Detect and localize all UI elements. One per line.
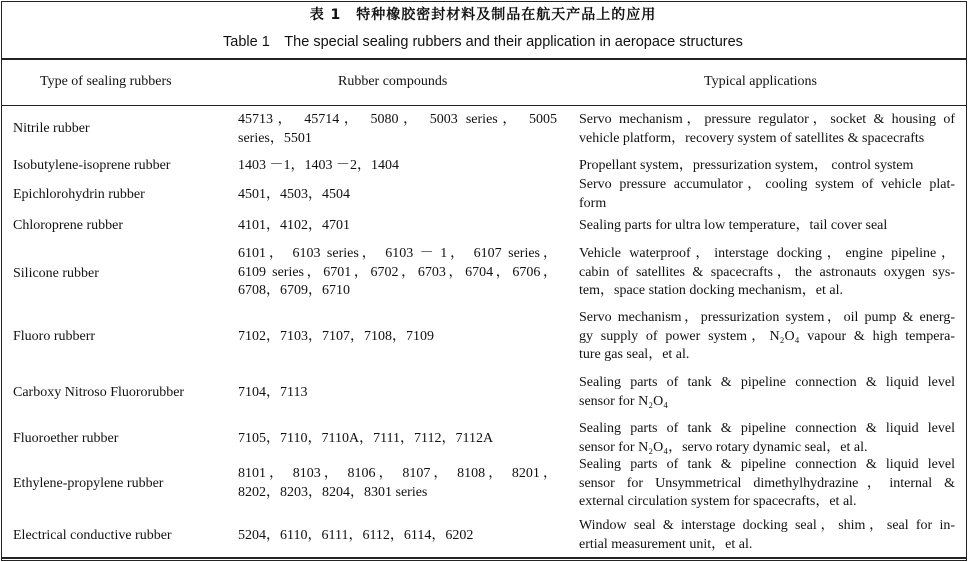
cell-compounds (238, 157, 557, 176)
cell-compounds-line: 45713， 45714， 5080， 5003 series， 5005 (238, 112, 557, 127)
cell-applications-line: external circulation system for spacecrafts，et al. (579, 494, 857, 509)
cell-applications-line: Sealing parts of tank & pipeline connection & liquid level (579, 457, 955, 472)
top-rule (2, 58, 966, 60)
cell-applications (579, 456, 955, 512)
cell-type: Epichlorohydrin rubber (13, 187, 145, 202)
caption-chinese: 表 1 特种橡胶密封材料及制品在航天产品上的应用 (309, 7, 657, 23)
bottom-rule (2, 557, 966, 559)
cell-applications-line: Servo mechanism，pressure regulator，socket & housing of (579, 112, 955, 127)
cell-compounds-line: 5204，6110，6111，6112，6114，6202 (238, 528, 474, 543)
cell-compounds (238, 186, 557, 205)
cell-type: Nitrile rubber (13, 121, 90, 136)
cell-compounds (238, 465, 557, 502)
cell-compounds-line: 4101，4102，4701 (238, 218, 350, 233)
cell-type: Ethylene-propylene rubber (13, 476, 164, 491)
cell-applications-line: ertial measurement unit，et al. (579, 536, 753, 552)
cell-applications-line: Sealing parts for ultra low temperature，tail cover seal (579, 218, 888, 233)
cell-compounds (238, 111, 557, 148)
cell-applications-line: Sealing parts of tank & pipeline connection & liquid level (579, 375, 955, 390)
header-type: Type of sealing rubbers (40, 74, 172, 89)
cell-applications-line: sensor for N₂O₄，servo rotary dynamic seal，et al. (579, 439, 868, 455)
cell-applications-line: Vehicle waterproof，interstage docking，engine pipeline， (579, 246, 955, 261)
cell-applications (579, 157, 955, 176)
cell-applications-line: Servo pressure accumulator，cooling system of vehicle plat- (579, 177, 955, 192)
cell-type: Silicone rubber (13, 266, 99, 281)
cell-applications-line: form (579, 195, 607, 211)
cell-applications-line: Sealing parts of tank & pipeline connection & liquid level (579, 421, 955, 436)
cell-compounds-line: series，5501 (238, 130, 312, 146)
cell-applications (579, 374, 955, 411)
cell-compounds (238, 430, 557, 449)
cell-applications (579, 217, 955, 236)
cell-applications-line: Servo mechanism，pressurization system，oil pump & energ- (579, 310, 955, 325)
caption-english: Table 1 The special sealing rubbers and their application in aeropace structures (223, 34, 743, 50)
cell-applications (579, 111, 955, 148)
cell-applications-line: vehicle platform，recovery system of satellites & spacecrafts (579, 130, 925, 146)
cell-compounds (238, 527, 557, 546)
cell-type: Fluoroether rubber (13, 431, 119, 446)
cell-compounds-line: 7104，7113 (238, 385, 308, 400)
cell-applications-line: Window seal & interstage docking seal，shim，seal for in- (579, 518, 955, 533)
cell-compounds-line: 8202，8203，8204，8301 series (238, 484, 428, 500)
cell-compounds (238, 217, 557, 236)
cell-compounds (238, 245, 557, 301)
cell-compounds (238, 328, 557, 347)
cell-applications (579, 245, 955, 301)
cell-compounds-line: 6708，6709，6710 (238, 283, 350, 298)
cell-compounds-line: 7102，7103，7107，7108，7109 (238, 329, 434, 344)
cell-applications-line: sensor for N₂O₄ (579, 393, 669, 409)
cell-type: Fluoro rubberr (13, 329, 96, 344)
cell-applications (579, 176, 955, 213)
cell-applications-line: sensor for Unsymmetrical dimethylhydrazine，internal & (579, 475, 955, 491)
cell-applications (579, 517, 955, 554)
cell-applications (579, 309, 955, 365)
cell-applications-line: cabin of satellites & spacecrafts，the astronauts oxygen sys- (579, 264, 955, 280)
cell-compounds-line: 1403 －1，1403 －2，1404 (238, 158, 399, 173)
cell-type: Carboxy Nitroso Fluororubber (13, 385, 185, 400)
cell-applications-line: gy supply of power system，N₂O₄ vapour & high tempera- (579, 328, 955, 344)
cell-applications (579, 420, 955, 457)
cell-compounds-line: 6101， 6103 series， 6103 － 1， 6107 series， (238, 246, 557, 261)
cell-type: Isobutylene-isoprene rubber (13, 158, 171, 173)
cell-applications-line: Propellant system，pressurization system， control system (579, 158, 914, 173)
header-applications: Typical applications (704, 74, 817, 89)
cell-compounds-line: 8101， 8103， 8106， 8107， 8108， 8201， (238, 466, 557, 481)
cell-compounds-line: 6109 series，6701，6702，6703，6704，6706， (238, 264, 557, 280)
cell-applications-line: tem，space station docking mechanism，et al. (579, 283, 843, 298)
cell-compounds (238, 384, 557, 403)
cell-compounds-line: 7105，7110，7110A，7111，7112，7112A (238, 431, 494, 446)
header-compounds: Rubber compounds (338, 74, 448, 89)
header-rule (2, 105, 966, 106)
cell-compounds-line: 4501，4503，4504 (238, 187, 350, 202)
cell-type: Electrical conductive rubber (13, 528, 172, 543)
cell-type: Chloroprene rubber (13, 218, 124, 233)
cell-applications-line: ture gas seal，et al. (579, 347, 690, 362)
